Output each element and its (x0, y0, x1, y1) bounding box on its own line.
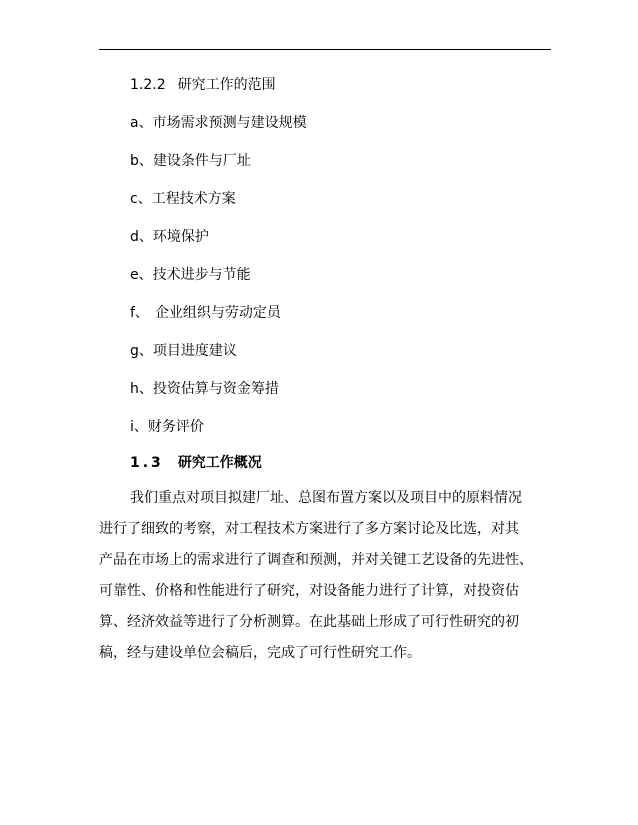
paragraph-line: 可靠性、价格和性能进行了研究，对设备能力进行了计算，对投资估 (99, 583, 519, 599)
list-item-text: 建设条件与厂址 (152, 153, 251, 169)
list-item-text: 技术进步与节能 (152, 267, 251, 283)
subsection-number: 1.3 (130, 455, 164, 471)
list-item-text: 项目进度建议 (152, 343, 237, 359)
list-item (130, 113, 307, 151)
list-item (130, 265, 307, 303)
header-rule (99, 49, 551, 50)
list-item (130, 227, 307, 265)
paragraph-line: 算、经济效益等进行了分析测算。在此基础上形成了可行性研究的初 (99, 614, 519, 630)
subsection-title: 研究工作概况 (177, 455, 262, 471)
paragraph-line: 稿，经与建设单位会稿后，完成了可行性研究工作。 (99, 645, 421, 661)
list-marker: c、 (130, 191, 152, 207)
paragraph-line: 我们重点对项目拟建厂址、总图布置方案以及项目中的原料情况 (130, 490, 522, 506)
overview-paragraph (99, 488, 554, 674)
list-marker: b、 (130, 153, 153, 169)
list-item-text: 财务评价 (147, 419, 204, 435)
list-item (130, 303, 307, 341)
paragraph-line: 进行了细致的考察，对工程技术方案进行了多方案讨论及比选，对其 (99, 521, 519, 537)
scope-list (130, 113, 307, 455)
section-title: 研究工作的范围 (177, 77, 276, 93)
list-item-text: 投资估算与资金筹措 (152, 381, 279, 397)
list-marker: f、 (130, 305, 149, 321)
list-item (130, 379, 307, 417)
list-item-text: 工程技术方案 (151, 191, 236, 207)
list-marker: d、 (130, 229, 153, 245)
list-item-text: 企业组织与劳动定员 (154, 305, 281, 321)
list-item-text: 市场需求预测与建设规模 (152, 115, 307, 131)
list-item (130, 341, 307, 379)
subsection-heading (130, 453, 262, 473)
list-marker: h、 (130, 381, 153, 397)
section-number: 1.2.2 (130, 77, 166, 93)
list-item (130, 151, 307, 189)
section-heading (130, 75, 276, 95)
paragraph-line: 产品在市场上的需求进行了调查和预测，并对关键工艺设备的先进性、 (99, 552, 533, 568)
list-item-text: 环境保护 (152, 229, 209, 245)
list-marker: i、 (130, 419, 148, 435)
list-marker: a、 (130, 115, 153, 131)
list-item (130, 417, 307, 455)
list-marker: g、 (130, 343, 153, 359)
list-item (130, 189, 307, 227)
list-marker: e、 (130, 267, 153, 283)
